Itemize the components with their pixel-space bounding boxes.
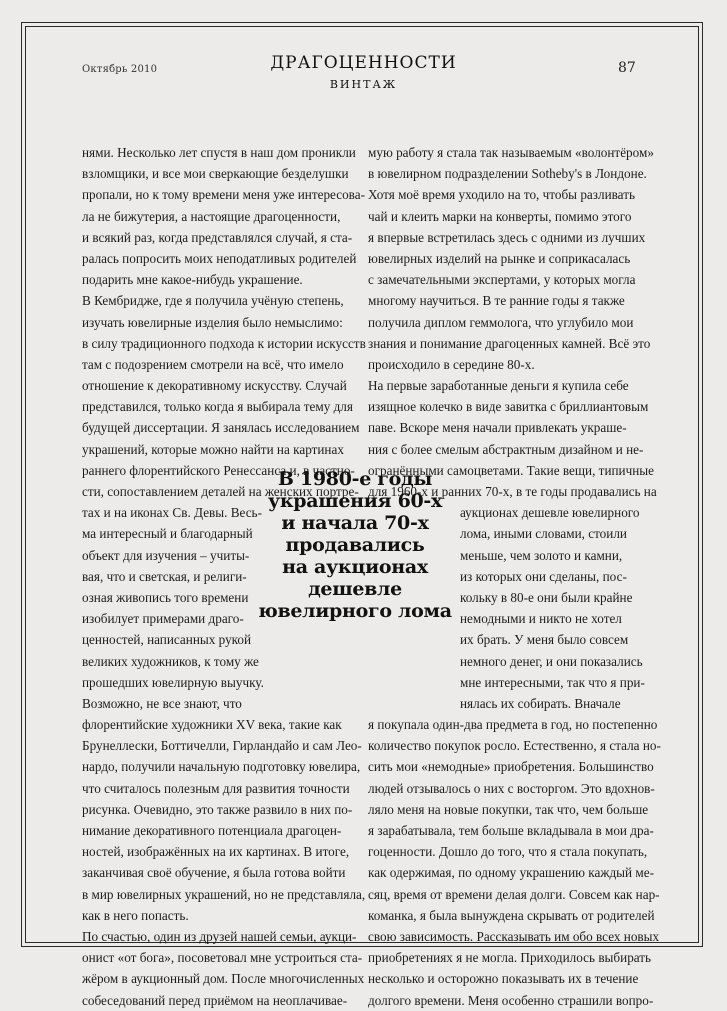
- section-subtitle: ВИНТАЖ: [329, 78, 398, 91]
- text-line: озная живопись того времени: [82, 589, 249, 605]
- text-line: в мир ювелирных украшений, но не представляла,: [82, 886, 366, 902]
- text-line: подарить мне какое-нибудь украшение.: [82, 272, 303, 288]
- text-line: ностей, изображённых на их картинах. В итоге,: [82, 844, 350, 860]
- text-line: многому научиться. В те ранние годы я также: [368, 293, 625, 309]
- text-line: сить мои «немодные» приобретения. Большинство: [368, 759, 654, 775]
- pull-quote: [250, 468, 460, 622]
- text-line: ралась попросить моих неподатливых родителей: [82, 250, 357, 266]
- text-line: собеседований перед приёмом на неоплачивае-: [82, 992, 348, 1008]
- text-line: свою зависимость. Рассказывать им обо всех новых: [368, 928, 660, 944]
- text-line: гоценности. Дошло до того, что я стала покупать,: [368, 844, 648, 860]
- text-line: нялась их собирать. Вначале: [460, 695, 621, 711]
- text-line: изобилует примерами драго-: [82, 611, 244, 627]
- text-line: происходило в середине 80-х.: [368, 356, 535, 372]
- text-line: Брунеллески, Боттичелли, Гирландайо и сам Лео-: [82, 738, 362, 754]
- text-line: людей отзывалось о них с восторгом. Это вдохнов-: [368, 780, 655, 796]
- text-line: там с подозрением смотрели на всё, что имело: [82, 356, 344, 372]
- text-line: объект для изучения – учиты-: [82, 547, 250, 563]
- text-line: их брать. У меня было совсем: [460, 632, 629, 648]
- text-line: чай и клеить марки на конверты, помимо этого: [368, 208, 632, 224]
- text-line: В Кембридже, где я получила учёную степень,: [82, 293, 344, 309]
- text-line: Хотя моё время уходило на то, чтобы разливать: [368, 187, 635, 203]
- text-line: количество покупок росло. Естественно, я стала но-: [368, 738, 661, 754]
- text-line: сти, сопоставлением деталей на женских портре-: [82, 484, 359, 499]
- text-line: паве. Вскоре меня начали привлекать украше-: [368, 420, 627, 436]
- text-line: ния с более смелым абстрактным дизайном и не-: [368, 441, 644, 457]
- pull-quote-line: украшения 60-х: [267, 490, 443, 512]
- text-line: из которых они сделаны, пос-: [460, 568, 627, 584]
- text-line: немодными и никто не хотел: [460, 611, 622, 627]
- text-line: великих художников, к тому же: [82, 653, 259, 669]
- text-line: представился, только когда я выбирала тему для: [82, 399, 353, 415]
- text-line: онист «от бога», посоветовал мне устроиться ста-: [82, 950, 363, 966]
- text-line: для 1960-х и ранних 70-х, в те годы продавались на: [368, 484, 657, 499]
- text-line: нями. Несколько лет спустя в наш дом проникли: [82, 145, 356, 160]
- pull-quote-line: продавались: [285, 534, 425, 556]
- text-line: знания и понимание драгоценных камней. Всё это: [368, 335, 651, 351]
- text-line: я покупала один-два предмета в год, но постепенно: [368, 717, 658, 733]
- text-line: ла не бижутерия, а настоящие драгоценности,: [82, 208, 341, 224]
- text-line: с замечательными экспертами, у которых могла: [368, 272, 636, 288]
- text-line: меньше, чем золото и камни,: [460, 547, 623, 563]
- text-line: ювелирных изделий на рынке и соприкасалась: [368, 250, 631, 266]
- text-line: кольку в 80-е они были крайне: [460, 589, 633, 605]
- text-line: украшений, которые можно найти на картинах: [82, 441, 344, 457]
- text-line: изящное колечко в виде завитка с бриллиантовым: [368, 399, 649, 415]
- text-line: огранёнными самоцветами. Такие вещи, типичные: [368, 462, 655, 478]
- pull-quote-line: на аукционах: [282, 556, 428, 578]
- text-line: вая, что и светская, и религи-: [82, 568, 247, 584]
- text-line: получила диплом геммолога, что углубило мои: [368, 314, 634, 330]
- text-line: отношение к декоративному искусству. Случай: [82, 378, 347, 394]
- text-line: в ювелирном подразделении Sotheby's в Лондоне.: [368, 166, 647, 182]
- pull-quote-line: В 1980-е годы: [277, 468, 433, 490]
- text-line: флорентийские художники XV века, такие как: [82, 717, 342, 733]
- page-number: 87: [618, 60, 636, 76]
- text-line: я впервые встретилась здесь с одними из лучших: [368, 229, 646, 245]
- text-line: что считалось полезным для развития точности: [82, 780, 350, 796]
- issue-date: Октябрь 2010: [82, 64, 158, 75]
- text-line: ма интересный и благодарный: [82, 526, 253, 542]
- text-line: как одержимая, по одному украшению каждый ме-: [368, 865, 654, 881]
- text-line: мую работу я стала так называемым «волонтёром»: [368, 145, 654, 160]
- text-line: пропали, но к тому времени меня уже интересова-: [82, 187, 365, 203]
- text-line: рисунка. Очевидно, это также развило в них по-: [82, 801, 353, 817]
- text-line: раннего флорентийского Ренессанса и, в частно-: [82, 462, 355, 478]
- text-line: и всякий раз, когда представлялся случай, я ста-: [82, 229, 353, 245]
- text-line: сяц, время от времени делая долги. Совсем как нар-: [368, 886, 660, 902]
- text-line: в силу традиционного подхода к истории искусств: [82, 335, 366, 351]
- text-line: ценностей, написанных рукой: [82, 632, 252, 648]
- text-line: лома, иными словами, стоили: [460, 526, 627, 542]
- text-line: аукционах дешевле ювелирного: [460, 505, 640, 521]
- text-line: На первые заработанные деньги я купила себе: [368, 378, 629, 394]
- text-line: взломщики, и все мои сверкающие безделушки: [82, 166, 349, 182]
- section-title: ДРАГОЦЕННОСТИ: [270, 53, 457, 73]
- pull-quote-line: дешевле: [308, 578, 402, 600]
- text-line: жёром в аукционный дом. После многочисленных: [82, 971, 365, 987]
- text-line: изучать ювелирные изделия было немыслимо:: [82, 314, 343, 330]
- text-line: нардо, получили начальную подготовку ювелира,: [82, 759, 361, 775]
- text-line: ляло меня на новые покупки, так что, чем больше: [368, 801, 649, 817]
- text-line: немного денег, и они показались: [460, 653, 643, 669]
- text-line: Возможно, не все знают, что: [82, 695, 242, 711]
- text-line: приобретениях я не могла. Приходилось выбирать: [368, 950, 652, 966]
- text-line: По счастью, один из друзей нашей семьи, аукци-: [82, 928, 357, 944]
- text-line: будущей диссертации. Я занялась исследованием: [82, 420, 360, 436]
- text-line: как в него попасть.: [82, 907, 189, 923]
- pull-quote-line: ювелирного лома: [258, 600, 452, 622]
- text-line: тах и на иконах Св. Девы. Весь-: [82, 505, 262, 521]
- text-line: я зарабатывала, тем больше вкладывала в мои дра-: [368, 823, 654, 838]
- text-line: несколько и осторожно показывать их в течение: [368, 971, 639, 987]
- text-line: команка, я была вынуждена скрывать от родителей: [368, 907, 655, 923]
- text-line: мне интересными, так что я при-: [460, 674, 645, 690]
- text-line: заканчивая своё обучение, я была готова войти: [82, 865, 346, 881]
- text-line: нимание декоративного потенциала драгоцен-: [82, 823, 342, 838]
- text-line: прошедших ювелирную выучку.: [82, 674, 264, 690]
- pull-quote-line: и начала 70-х: [281, 512, 429, 534]
- text-line: долгого времени. Меня особенно страшили вопро-: [368, 992, 654, 1008]
